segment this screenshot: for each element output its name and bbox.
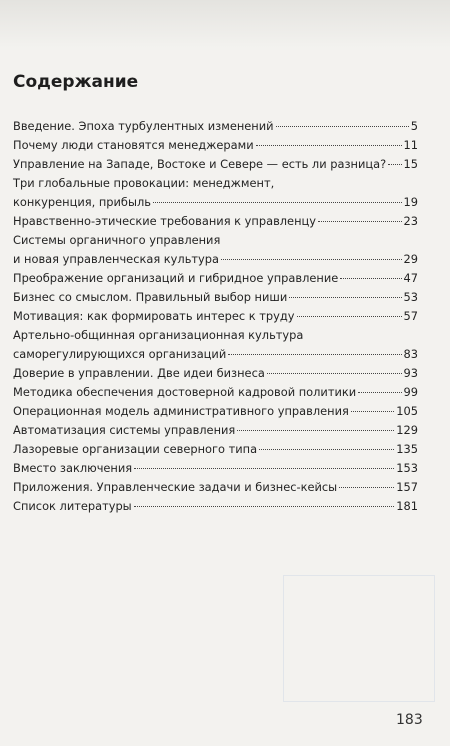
toc-entry-last-line (13, 440, 418, 459)
dot-leader (351, 411, 394, 412)
toc-entry (13, 326, 418, 364)
toc-entry (13, 288, 418, 307)
toc-entry-page: 29 (403, 252, 418, 266)
toc-entry-last-line (13, 459, 418, 478)
toc-entry-page: 5 (410, 119, 418, 133)
toc-entry-title: Артельно-общинная организационная культура (13, 328, 304, 342)
page-number: 183 (396, 712, 423, 728)
toc-entry-page: 47 (403, 271, 418, 285)
dot-leader (134, 468, 394, 469)
dot-leader (340, 278, 401, 279)
toc-entry-title: Управление на Западе, Востоке и Севере — есть ли разница? (13, 157, 387, 171)
toc-entry-last-line (13, 155, 418, 174)
dot-leader (259, 449, 394, 450)
toc-entry-last-line (13, 402, 418, 421)
toc-entry (13, 174, 418, 212)
toc-entry-title: Методика обеспечения достоверной кадровой политики (13, 385, 357, 399)
toc-entry (13, 212, 418, 231)
toc-entry-page: 105 (396, 404, 418, 418)
toc-entry-title: Системы органичного управления (13, 233, 221, 247)
toc-entry-title: Приложения. Управленческие задачи и бизнес-кейсы (13, 480, 338, 494)
dot-leader (256, 145, 402, 146)
toc-entry-title: Лазоревые организации северного типа (13, 442, 258, 456)
toc-entry-page: 157 (396, 480, 418, 494)
dot-leader (339, 487, 394, 488)
toc-entry-page: 53 (403, 290, 418, 304)
toc-entry-last-line (13, 136, 418, 155)
toc-entry-title: Список литературы (13, 499, 132, 513)
toc-entry-line (13, 326, 418, 345)
toc-entry (13, 155, 418, 174)
dot-leader (134, 506, 395, 507)
dot-leader (153, 202, 402, 203)
toc-entry (13, 440, 418, 459)
toc-entry (13, 231, 418, 269)
toc-entry-last-line (13, 117, 418, 136)
toc-entry-last-line (13, 383, 418, 402)
toc-entry-last-line (13, 345, 418, 364)
toc-entry (13, 478, 418, 497)
dot-leader (289, 297, 401, 298)
toc-entry (13, 459, 418, 478)
toc-entry-title: Нравственно-этические требования к управленцу (13, 214, 317, 228)
toc-entry-page: 153 (396, 461, 418, 475)
toc-entry-title: Вместо заключения (13, 461, 133, 475)
toc-entry-page: 129 (396, 423, 418, 437)
toc-entry-page: 83 (403, 347, 418, 361)
toc-entry-title: конкуренция, прибыль (13, 195, 151, 209)
toc-entry-title: Мотивация: как формировать интерес к труду (13, 309, 295, 323)
dot-leader (221, 259, 402, 260)
toc-entry-page: 57 (403, 309, 418, 323)
toc-entry (13, 497, 418, 516)
show-through-block (283, 575, 435, 702)
toc-entry-page: 135 (396, 442, 418, 456)
toc-entry-last-line (13, 307, 418, 326)
toc-entry-last-line (13, 212, 418, 231)
dot-leader (388, 164, 401, 165)
toc-entry (13, 117, 418, 136)
toc-entry-title: Преображение организаций и гибридное управление (13, 271, 339, 285)
toc-entry (13, 136, 418, 155)
toc-entry-line (13, 174, 418, 193)
toc-entry-line (13, 231, 418, 250)
contents-heading: Содержание (13, 72, 139, 92)
page-top-shadow (0, 0, 450, 48)
toc-entry-page: 15 (403, 157, 418, 171)
toc-entry-last-line (13, 364, 418, 383)
toc-entry-title: Почему люди становятся менеджерами (13, 138, 254, 152)
toc-entry-title: Доверие в управлении. Две идеи бизнеса (13, 366, 265, 380)
toc-entry-title: Операционная модель административного управления (13, 404, 349, 418)
toc-entry-title: Три глобальные провокации: менеджмент, (13, 176, 275, 190)
dot-leader (237, 430, 394, 431)
toc-entry-last-line (13, 478, 418, 497)
toc-entry-page: 11 (403, 138, 418, 152)
toc-entry-last-line (13, 250, 418, 269)
dot-leader (267, 373, 402, 374)
dot-leader (276, 126, 409, 127)
toc-entry (13, 364, 418, 383)
toc-entry-title: Введение. Эпоха турбулентных изменений (13, 119, 274, 133)
toc-entry-last-line (13, 288, 418, 307)
table-of-contents (13, 117, 418, 516)
dot-leader (228, 354, 401, 355)
toc-entry (13, 307, 418, 326)
toc-entry-last-line (13, 497, 418, 516)
toc-entry-page: 99 (403, 385, 418, 399)
toc-entry-page: 93 (403, 366, 418, 380)
toc-entry (13, 421, 418, 440)
toc-entry-page: 19 (403, 195, 418, 209)
toc-entry-title: и новая управленческая культура (13, 252, 219, 266)
toc-entry-page: 23 (403, 214, 418, 228)
dot-leader (358, 392, 401, 393)
toc-entry-page: 181 (396, 499, 418, 513)
toc-entry-last-line (13, 193, 418, 212)
toc-entry-title: Автоматизация системы управления (13, 423, 236, 437)
toc-entry-title: саморегулирующихся организаций (13, 347, 227, 361)
toc-entry (13, 269, 418, 288)
toc-entry (13, 383, 418, 402)
toc-entry-title: Бизнес со смыслом. Правильный выбор ниши (13, 290, 288, 304)
toc-entry-last-line (13, 421, 418, 440)
toc-entry-last-line (13, 269, 418, 288)
toc-entry (13, 402, 418, 421)
dot-leader (318, 221, 401, 222)
dot-leader (297, 316, 402, 317)
